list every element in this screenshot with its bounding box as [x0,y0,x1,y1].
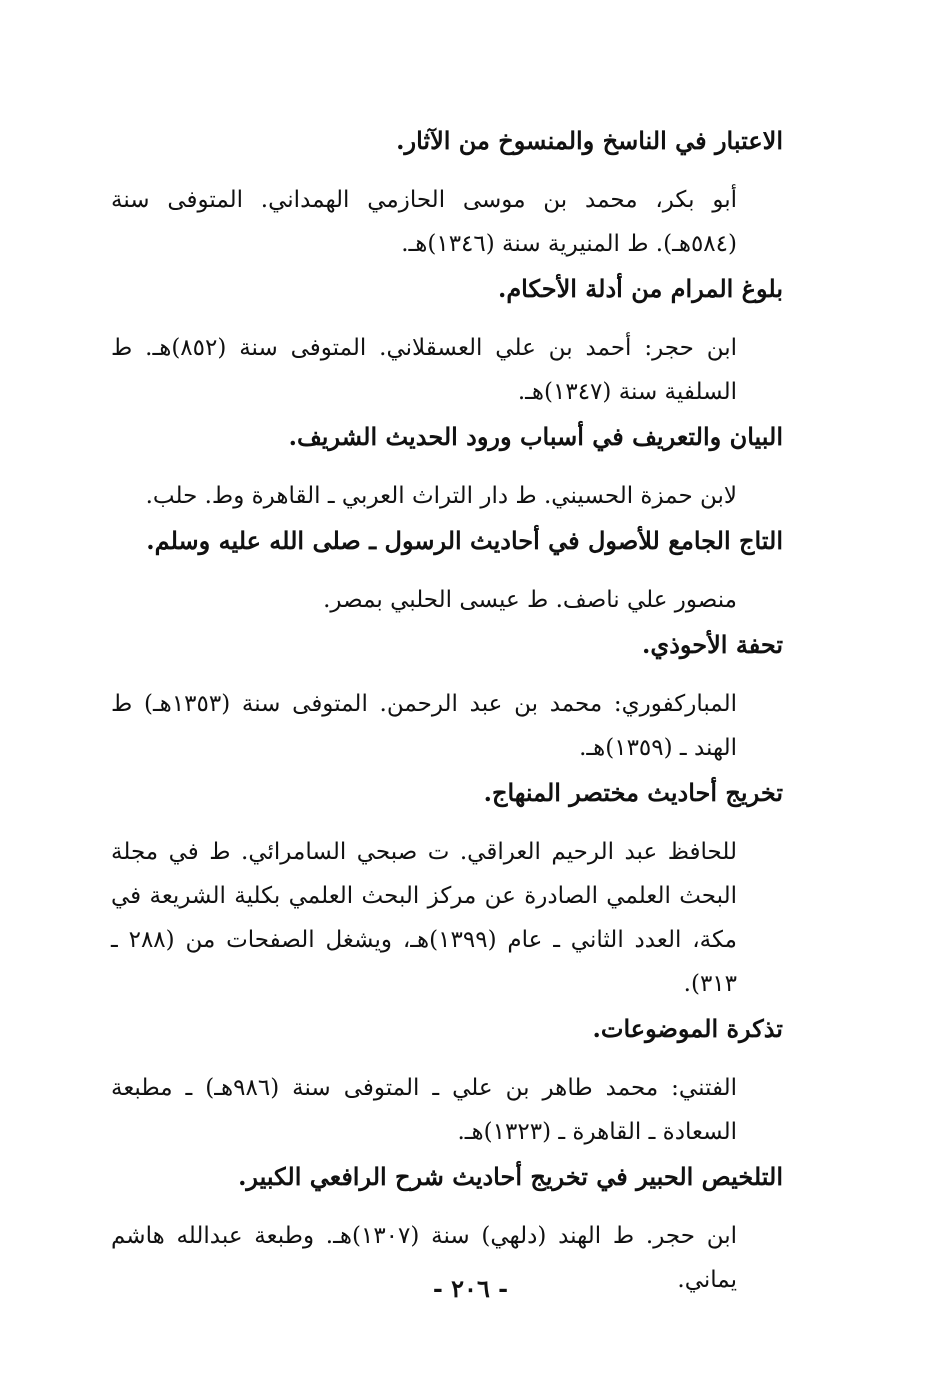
entry-description: ابن حجر: أحمد بن علي العسقلاني. المتوفى سنة (٨٥٢)هـ. ط السلفية سنة (١٣٤٧)هـ. [111,335,737,405]
bibliography-list [111,118,783,1302]
entry-title: التلخيص الحبير في تخريج أحاديث شرح الرافعي الكبير. [238,1162,783,1191]
entry-title: تحفة الأحوذي. [642,630,783,659]
bibliography-entry [111,622,783,770]
bibliography-entry [111,1006,783,1154]
bibliography-entry [111,118,783,266]
entry-description: منصور علي ناصف. ط عيسى الحلبي بمصر. [323,587,737,613]
entry-description: ابن حجر. ط الهند (دلهي) سنة (١٣٠٧)هـ. وطبعة عبدالله هاشم يماني. [111,1223,737,1293]
entry-description: أبو بكر، محمد بن موسى الحازمي الهمداني. المتوفى سنة (٥٨٤هـ). ط المنيرية سنة (١٣٤٦)هـ. [111,187,737,257]
entry-description: لابن حمزة الحسيني. ط دار التراث العربي ـ القاهرة وط. حلب. [145,483,737,509]
entry-title: الاعتبار في الناسخ والمنسوخ من الآثار. [396,126,783,155]
bibliography-entry [111,518,783,622]
entry-title: البيان والتعريف في أسباب ورود الحديث الشريف. [288,422,783,451]
entry-title: تخريج أحاديث مختصر المنهاج. [483,778,783,807]
entry-description: الفتني: محمد طاهر بن علي ـ المتوفى سنة (٩٨٦هـ) ـ مطبعة السعادة ـ القاهرة ـ (١٣٢٣)هـ. [111,1075,737,1145]
entry-title: تذكرة الموضوعات. [592,1014,783,1043]
entry-title: التاج الجامع للأصول في أحاديث الرسول ـ صلى الله عليه وسلم. [146,526,783,555]
entry-description: للحافظ عبد الرحيم العراقي. ت صبحي السامرائي. ط في مجلة البحث العلمي الصادرة عن مركز البحث العلمي بكلية الشريعة في مكة، العدد الثاني ـ عام (١٣٩٩)هـ، ويشغل الصفحات من (٢٨٨ ـ ٣١٣). [111,839,737,997]
entry-title: بلوغ المرام من أدلة الأحكام. [497,274,783,303]
bibliography-entry [111,414,783,518]
bibliography-entry [111,266,783,414]
bibliography-entry [111,770,783,1006]
page-number: - ٢٠٦ - [432,1274,509,1303]
entry-description: المباركفوري: محمد بن عبد الرحمن. المتوفى سنة (١٣٥٣هـ) ط الهند ـ (١٣٥٩)هـ. [111,691,737,761]
